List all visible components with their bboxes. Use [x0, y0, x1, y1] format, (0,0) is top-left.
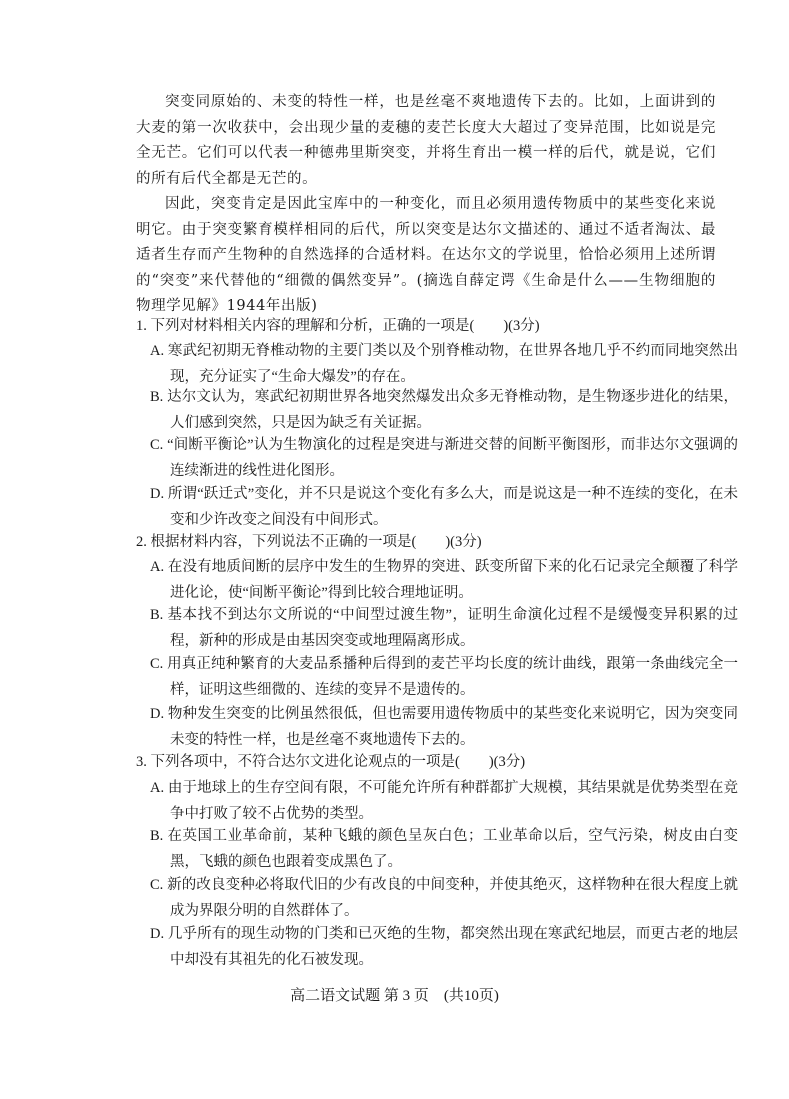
- question-1-option-b: B. 达尔文认为，寒武纪初期世界各地突然爆发出众多无脊椎动物，是生物逐步进化的结果，人们感到突然，只是因为缺乏有关证据。: [150, 389, 738, 431]
- question-3-option-a: A. 由于地球上的生存空间有限，不可能允许所有种群都扩大规模，其结果就是优势类型在竞争中打败了较不占优势的类型。: [150, 780, 738, 822]
- question-1-option-a: A. 寒武纪初期无脊椎动物的主要门类以及个别脊椎动物，在世界各地几乎不约而同地突然出现，充分证实了“生命大爆发”的存在。: [150, 343, 738, 385]
- passage-paragraph-2: 因此，突变肯定是因此宝库中的一种变化，而且必须用遗传物质中的某些变化来说明它。由于突变繁育模样相同的后代，所以突变是达尔文描述的、通过不适者淘汰、最适者生存而产生物种的自然选择的合适材料。在达尔文的学说里，恰恰必须用上述所谓的“突变”来代替他的“细微的偶然变异”。(摘选自薛定谔《生命是什么——生物细胞的物理学见解》1944年出版): [136, 196, 716, 314]
- question-3-option-d: D. 几乎所有的现生动物的门类和已灭绝的生物，都突然出现在寒武纪地层，而更古老的地层中却没有其祖先的化石被发现。: [150, 926, 738, 968]
- question-3-stem: 3. 下列各项中，不符合达尔文进化论观点的一项是( )(3分): [136, 754, 526, 770]
- question-2-option-d: D. 物种发生突变的比例虽然很低，但也需要用遗传物质中的某些变化来说明它，因为突变同未变的特性一样，也是丝毫不爽地遗传下去的。: [150, 706, 738, 748]
- passage-paragraph-1: 突变同原始的、未变的特性一样，也是丝毫不爽地遗传下去的。比如，上面讲到的大麦的第一次收获中，会出现少量的麦穗的麦芒长度大大超过了变异范围，比如说是完全无芒。它们可以代表一种德弗里斯突变，并将生育出一模一样的后代，就是说，它们的所有后代全都是无芒的。: [136, 94, 716, 187]
- question-1-option-d: D. 所谓“跃迁式”变化，并不只是说这个变化有多么大，而是说这是一种不连续的变化，在未变和少许改变之间没有中间形式。: [150, 486, 738, 528]
- question-3-option-c: C. 新的改良变种必将取代旧的少有改良的中间变种，并使其绝灭，这样物种在很大程度上就成为界限分明的自然群体了。: [150, 877, 738, 919]
- question-2-stem: 2. 根据材料内容，下列说法不正确的一项是( )(3分): [136, 534, 482, 550]
- question-2-option-b: B. 基本找不到达尔文所说的“中间型过渡生物”，证明生命演化过程不是缓慢变异积累的过程，新种的形成是由基因突变或地理隔离形成。: [150, 607, 738, 649]
- question-2-option-c: C. 用真正纯种繁育的大麦品系播种后得到的麦芒平均长度的统计曲线，跟第一条曲线完全一样，证明这些细微的、连续的变异不是遗传的。: [150, 656, 738, 698]
- question-2-option-a: A. 在没有地质间断的层序中发生的生物界的突进、跃变所留下来的化石记录完全颠覆了科学进化论，使“间断平衡论”得到比较合理地证明。: [150, 559, 738, 601]
- question-1-option-c: C. “间断平衡论”认为生物演化的过程是突进与渐进交替的间断平衡图形，而非达尔文强调的连续渐进的线性进化图形。: [150, 437, 738, 479]
- question-1-stem: 1. 下列对材料相关内容的理解和分析，正确的一项是( )(3分): [136, 318, 540, 334]
- question-3-option-b: B. 在英国工业革命前，某种飞蛾的颜色呈灰白色；工业革命以后，空气污染，树皮由白变黑，飞蛾的颜色也跟着变成黑色了。: [150, 828, 738, 870]
- page-footer: 高二语文试题 第 3 页 (共10页): [290, 988, 499, 1004]
